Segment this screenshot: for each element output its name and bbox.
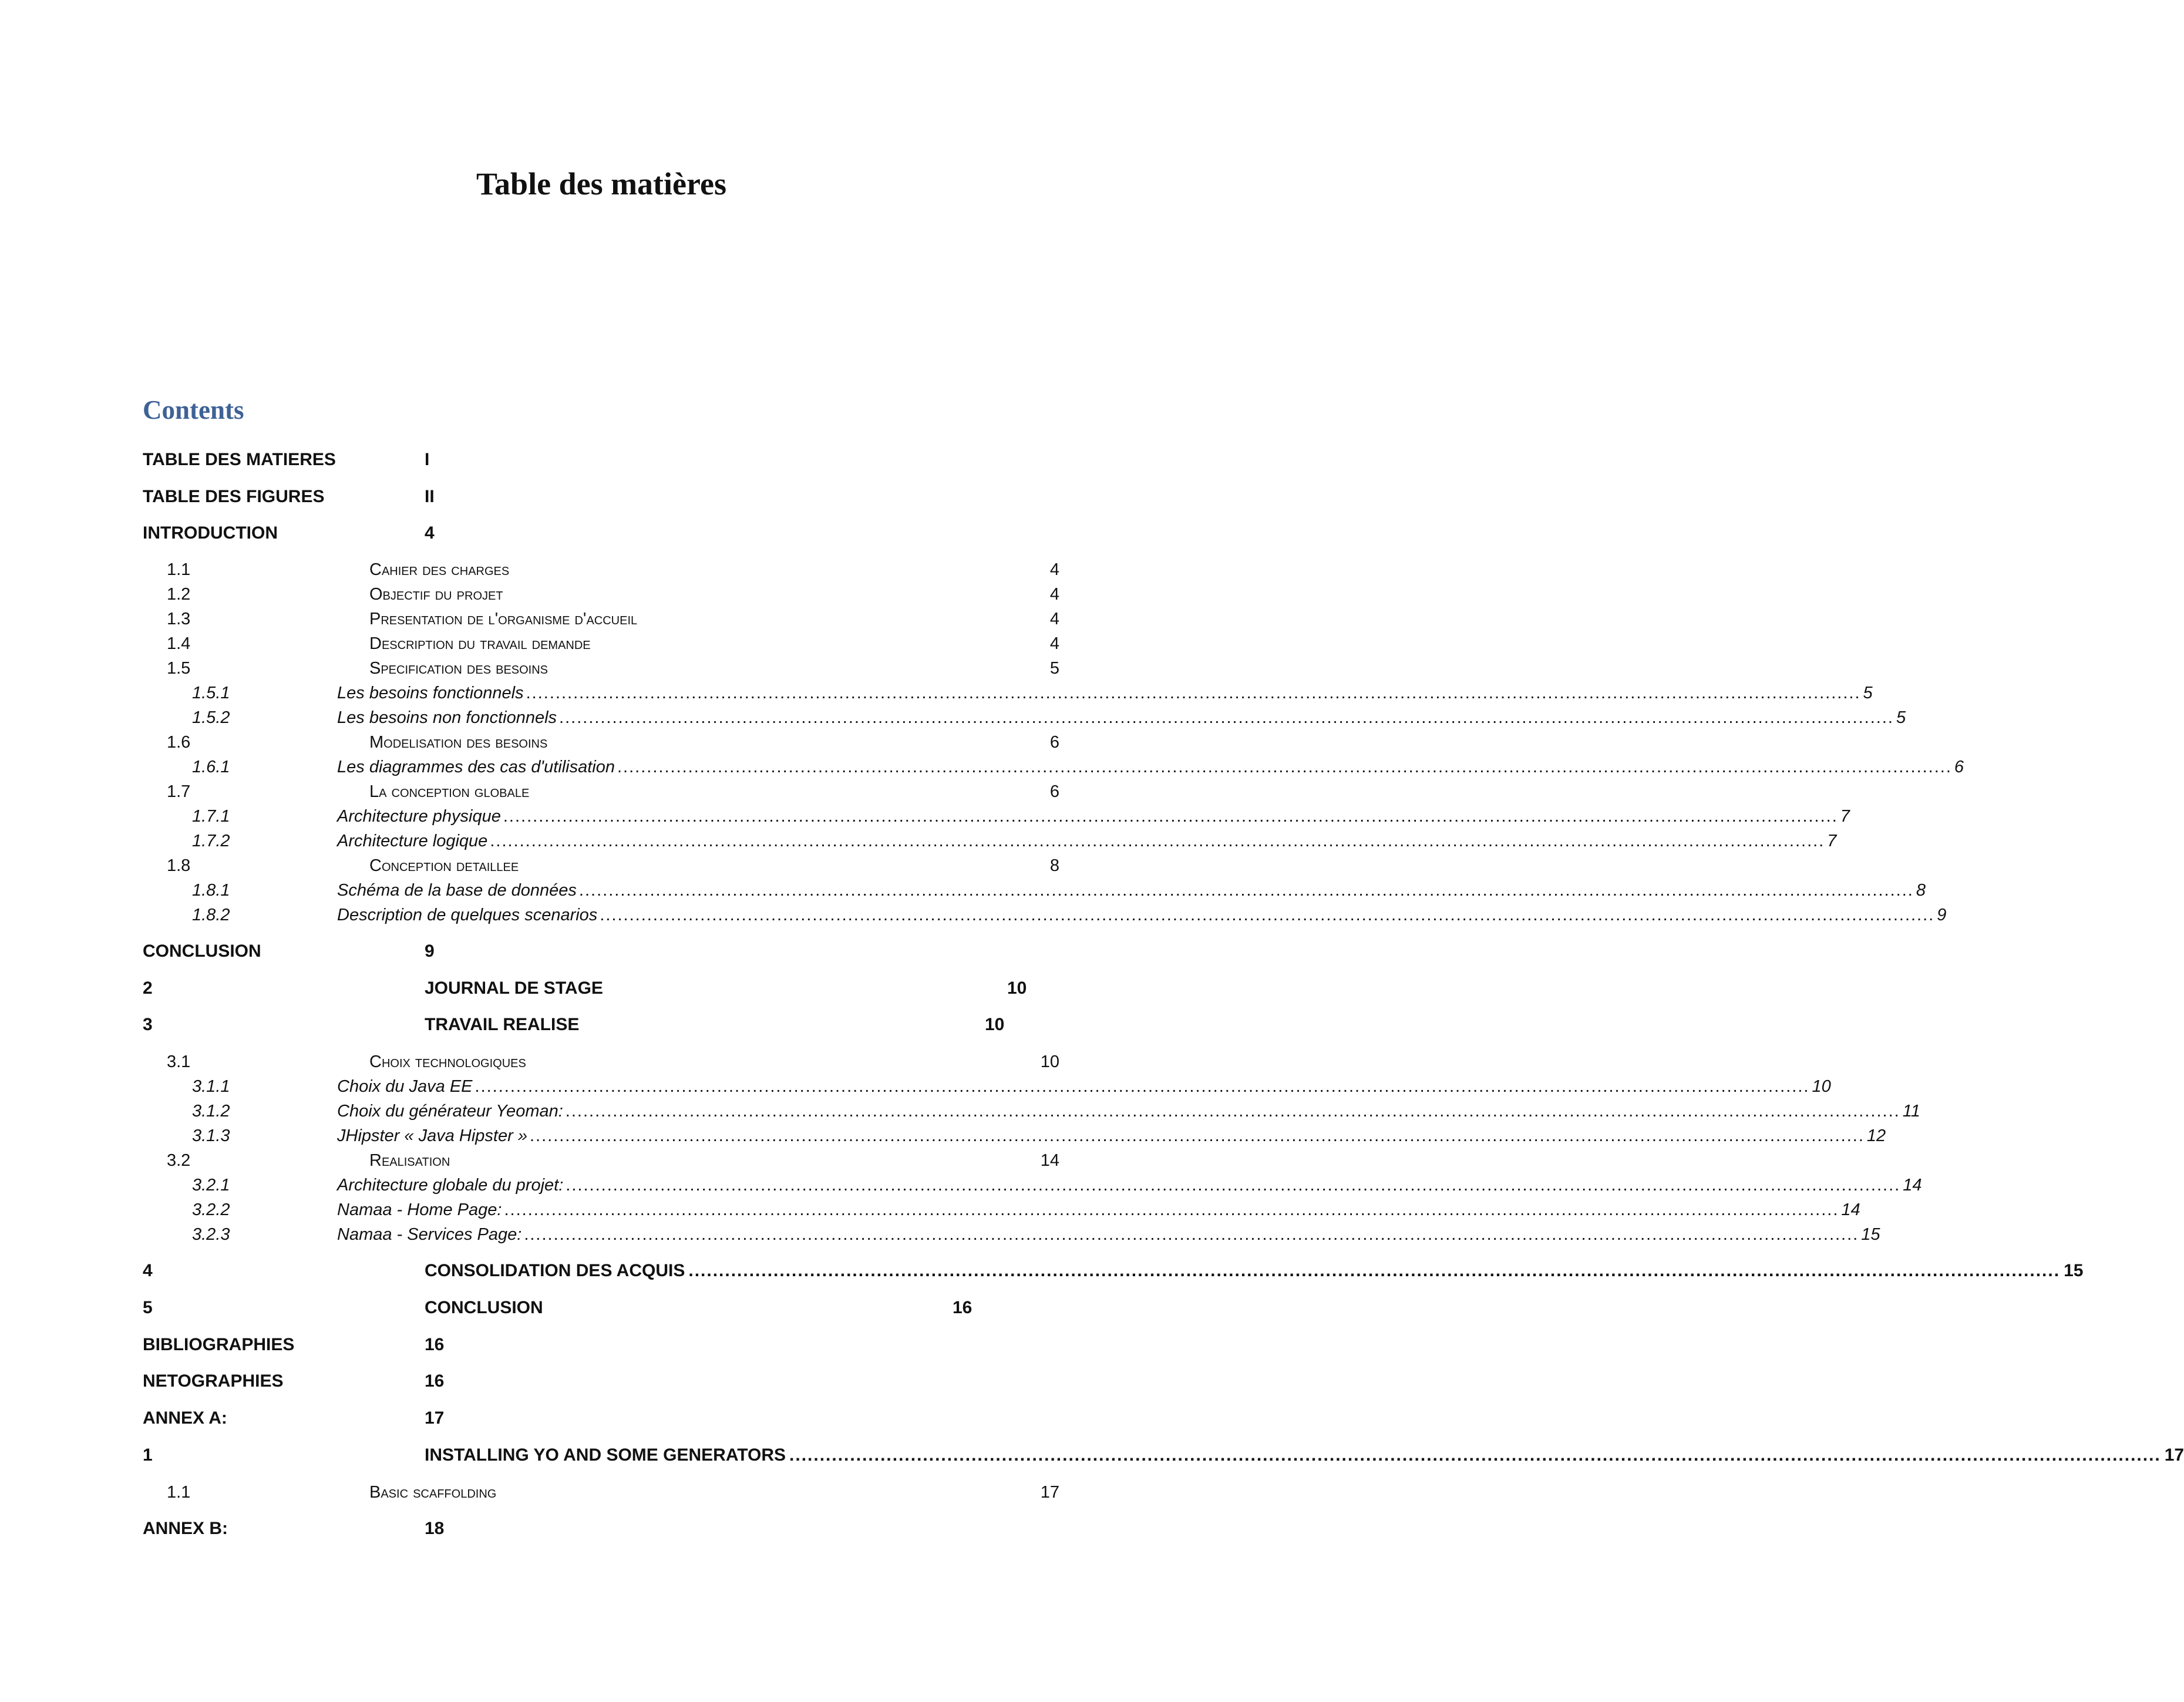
toc-number: 5: [143, 1298, 153, 1317]
toc-number: 3.1.2: [192, 1102, 230, 1121]
toc-entry-1-2[interactable]: [0, 581, 1203, 608]
dot-leader: ..................................................................................................................................................................................................................................: [526, 684, 1861, 702]
toc-title: CONSOLIDATION DES ACQUIS: [425, 1261, 685, 1280]
toc-entry-3-2-3[interactable]: [0, 1221, 1880, 1248]
toc-page: 14: [1903, 1176, 1922, 1195]
toc-entry-3-2-2[interactable]: [0, 1196, 1860, 1223]
toc-entry-1-4[interactable]: [0, 630, 1203, 657]
toc-leader: [337, 1098, 1920, 1125]
toc-leader: [425, 1257, 2084, 1284]
dot-leader: ..................................................................................................................................................................................................................................: [490, 832, 1825, 850]
toc-number: 1.7.1: [192, 807, 230, 826]
toc-label: ANNEX B:: [143, 1519, 228, 1538]
toc-leader: [425, 1442, 2184, 1469]
toc-leader: [337, 680, 1873, 707]
toc-number: 3.2.1: [192, 1176, 230, 1195]
toc-leader: [337, 1172, 1922, 1199]
toc-leader: [337, 1196, 1860, 1223]
toc-page: 11: [1902, 1102, 1920, 1121]
toc-leader: [337, 1221, 1880, 1248]
toc-label: CONCLUSION: [143, 941, 261, 961]
toc-page: 15: [1861, 1225, 1880, 1244]
toc-page: 17: [1040, 1483, 1059, 1502]
toc-number: 1.5.2: [192, 708, 230, 727]
dot-leader: ..................................................................................................................................................................................................................................: [578, 881, 1914, 900]
toc-page: 4: [1049, 610, 1059, 628]
toc-page: 6: [1049, 733, 1059, 752]
toc-leader: [337, 803, 1850, 830]
toc-number: 1.6: [167, 733, 191, 752]
toc-entry-1-8-1[interactable]: [0, 877, 1926, 904]
toc-page: 10: [1812, 1077, 1831, 1096]
toc-page: 12: [1866, 1126, 1886, 1145]
toc-entry-1-6[interactable]: [0, 729, 1203, 756]
toc-title: Architecture logique: [337, 832, 488, 850]
toc-page: 4: [1049, 560, 1059, 579]
toc-page: 16: [953, 1298, 972, 1317]
toc-page: 6: [1954, 758, 1964, 776]
dot-leader: ..................................................................................................................................................................................................................................: [503, 807, 1838, 826]
toc-title: Presentation de l'organisme d'accueil: [369, 610, 638, 628]
toc-page: 18: [425, 1519, 445, 1538]
toc-entry-bibliographies[interactable]: [0, 1331, 1203, 1358]
toc-page: 7: [1827, 832, 1837, 850]
dot-leader: ..................................................................................................................................................................................................................................: [475, 1077, 1810, 1096]
toc-title: Modelisation des besoins: [369, 733, 548, 752]
toc-entry-5[interactable]: [0, 1294, 1203, 1321]
toc-entry-3-2[interactable]: [0, 1147, 1203, 1174]
toc-number: 2: [143, 978, 153, 998]
toc-title: Namaa - Services Page:: [337, 1225, 522, 1244]
toc-title: Choix du Java EE: [337, 1077, 473, 1096]
toc-page: 4: [1049, 585, 1059, 604]
toc-leader: [337, 704, 1906, 731]
dot-leader: ..................................................................................................................................................................................................................................: [524, 1225, 1859, 1244]
page-title: Table des matières: [476, 166, 726, 201]
toc-number: 3.1.1: [192, 1077, 230, 1096]
toc-number: 3.2: [167, 1151, 191, 1170]
toc-number: 1.2: [167, 585, 191, 604]
toc-title: INSTALLING YO AND SOME GENERATORS: [425, 1445, 786, 1465]
toc-title: Schéma de la base de données: [337, 881, 577, 900]
toc-leader: [337, 877, 1926, 904]
toc-entry-3-1-1[interactable]: [0, 1073, 1831, 1100]
toc-title: CONCLUSION: [425, 1298, 543, 1317]
toc-number: 3.2.2: [192, 1200, 230, 1219]
toc-page: 16: [425, 1371, 445, 1391]
toc-page: 4: [1049, 634, 1059, 653]
toc-entry-1-1[interactable]: [0, 556, 1203, 583]
toc-title: Conception detaillee: [369, 856, 519, 875]
toc-leader: [337, 902, 1947, 929]
toc-label: BIBLIOGRAPHIES: [143, 1335, 295, 1354]
toc-label: INTRODUCTION: [143, 523, 278, 543]
toc-title: Architecture physique: [337, 807, 501, 826]
toc-entry-3-1-3[interactable]: [0, 1122, 1886, 1149]
toc-title: Les diagrammes des cas d'utilisation: [337, 758, 615, 776]
toc-page: 9: [425, 941, 435, 961]
toc-page: 7: [1840, 807, 1850, 826]
dot-leader: ..................................................................................................................................................................................................................................: [688, 1261, 2061, 1280]
toc-entry-table-des-matieres[interactable]: [0, 446, 1203, 473]
toc-number: 1.5.1: [192, 684, 230, 702]
toc-entry-annex-b[interactable]: [0, 1515, 1203, 1542]
toc-entry-1-7[interactable]: [0, 778, 1203, 805]
toc-title: TRAVAIL REALISE: [425, 1015, 580, 1034]
toc-number: 1.1: [167, 1483, 191, 1502]
toc-title: Choix technologiques: [369, 1052, 526, 1071]
toc-entry-netographies[interactable]: [0, 1368, 1203, 1395]
toc-title: Objectif du projet: [369, 585, 503, 604]
toc-page: 17: [425, 1408, 445, 1428]
toc-number: 1.5: [167, 659, 191, 678]
toc-title: Les besoins fonctionnels: [337, 684, 524, 702]
toc-title: Architecture globale du projet:: [337, 1176, 564, 1195]
toc-entry-3-2-1[interactable]: [0, 1172, 1922, 1199]
toc-entry-1-7-1[interactable]: [0, 803, 1850, 830]
toc-number: 1.7.2: [192, 832, 230, 850]
dot-leader: ..................................................................................................................................................................................................................................: [529, 1126, 1865, 1145]
toc-title: JOURNAL DE STAGE: [425, 978, 603, 998]
toc-page: 5: [1896, 708, 1906, 727]
toc-title: Namaa - Home Page:: [337, 1200, 502, 1219]
toc-page: 14: [1040, 1151, 1059, 1170]
dot-leader: ..................................................................................................................................................................................................................................: [617, 758, 1952, 776]
dot-leader: ..................................................................................................................................................................................................................................: [789, 1445, 2161, 1465]
toc-title: Description du travail demande: [369, 634, 591, 653]
toc-page: 15: [2064, 1261, 2084, 1280]
toc-entry-annex-a-1[interactable]: [0, 1442, 2184, 1469]
toc-number: 1.8: [167, 856, 191, 875]
toc-number: 3.2.3: [192, 1225, 230, 1244]
toc-number: 3.1: [167, 1052, 191, 1071]
toc-entry-4[interactable]: [0, 1257, 2084, 1284]
toc-number: 1.4: [167, 634, 191, 653]
toc-page: 10: [1040, 1052, 1059, 1071]
toc-number: 1.7: [167, 782, 191, 801]
dot-leader: ..................................................................................................................................................................................................................................: [565, 1102, 1900, 1121]
toc-page: II: [425, 487, 435, 506]
toc-label: NETOGRAPHIES: [143, 1371, 284, 1391]
toc-page: 6: [1049, 782, 1059, 801]
toc-title: Les besoins non fonctionnels: [337, 708, 557, 727]
toc-entry-conclusion[interactable]: [0, 938, 1203, 965]
toc-number: 4: [143, 1261, 153, 1280]
toc-entry-1-6-1[interactable]: [0, 754, 1964, 781]
toc-entry-annex-a[interactable]: [0, 1405, 1203, 1432]
toc-page: 10: [985, 1015, 1005, 1034]
toc-page: I: [425, 450, 430, 469]
toc-page: 4: [425, 523, 435, 543]
toc-page: 5: [1049, 659, 1059, 678]
toc-leader: [337, 828, 1837, 855]
toc-entry-1-8-2[interactable]: [0, 902, 1947, 929]
toc-entry-1-8[interactable]: [0, 852, 1203, 879]
toc-entry-1-3[interactable]: [0, 606, 1203, 633]
toc-page: 14: [1841, 1200, 1860, 1219]
toc-number: 1.8.1: [192, 881, 230, 900]
contents-heading: Contents: [143, 395, 244, 425]
toc-leader: [337, 1122, 1886, 1149]
toc-title: Basic scaffolding: [369, 1483, 497, 1502]
toc-label: TABLE DES MATIERES: [143, 450, 336, 469]
dot-leader: ..................................................................................................................................................................................................................................: [504, 1200, 1839, 1219]
toc-number: 1: [143, 1445, 153, 1465]
dot-leader: ..................................................................................................................................................................................................................................: [600, 906, 1935, 924]
toc-number: 1.6.1: [192, 758, 230, 776]
toc-title: Cahier des charges: [369, 560, 510, 579]
toc-page: 9: [1937, 906, 1947, 924]
dot-leader: ..................................................................................................................................................................................................................................: [566, 1176, 1901, 1195]
toc-title: JHipster « Java Hipster »: [337, 1126, 527, 1145]
toc-page: 10: [1007, 978, 1027, 998]
toc-entry-1-7-2[interactable]: [0, 828, 1837, 855]
toc-number: 1.3: [167, 610, 191, 628]
toc-page: 8: [1049, 856, 1059, 875]
toc-entry-introduction[interactable]: [0, 520, 1203, 547]
toc-entry-2[interactable]: [0, 975, 1203, 1002]
toc-page: 16: [425, 1335, 445, 1354]
toc-title: Realisation: [369, 1151, 450, 1170]
toc-entry-1-5-1[interactable]: [0, 680, 1873, 707]
toc-leader: [337, 754, 1964, 781]
toc-entry-3-1[interactable]: [0, 1048, 1203, 1075]
toc-title: Choix du générateur Yeoman:: [337, 1102, 563, 1121]
toc-page: 5: [1863, 684, 1873, 702]
toc-number: 1.1: [167, 560, 191, 579]
dot-leader: ..................................................................................................................................................................................................................................: [559, 708, 1894, 727]
toc-title: Description de quelques scenarios: [337, 906, 598, 924]
toc-page: 8: [1916, 881, 1926, 900]
toc-leader: [337, 1073, 1831, 1100]
toc-entry-3[interactable]: [0, 1011, 1203, 1038]
toc-title: Specification des besoins: [369, 659, 548, 678]
toc-entry-annex-a-1-1[interactable]: [0, 1479, 1203, 1506]
toc-entry-table-des-figures[interactable]: [0, 483, 1203, 510]
toc-label: TABLE DES FIGURES: [143, 487, 325, 506]
toc-number: 3.1.3: [192, 1126, 230, 1145]
toc-label: ANNEX A:: [143, 1408, 227, 1428]
toc-entry-1-5[interactable]: [0, 655, 1203, 682]
toc-number: 1.8.2: [192, 906, 230, 924]
toc-number: 3: [143, 1015, 153, 1034]
toc-entry-3-1-2[interactable]: [0, 1098, 1920, 1125]
toc-entry-1-5-2[interactable]: [0, 704, 1906, 731]
toc-title: La conception globale: [369, 782, 530, 801]
toc-page: 17: [2164, 1445, 2184, 1465]
